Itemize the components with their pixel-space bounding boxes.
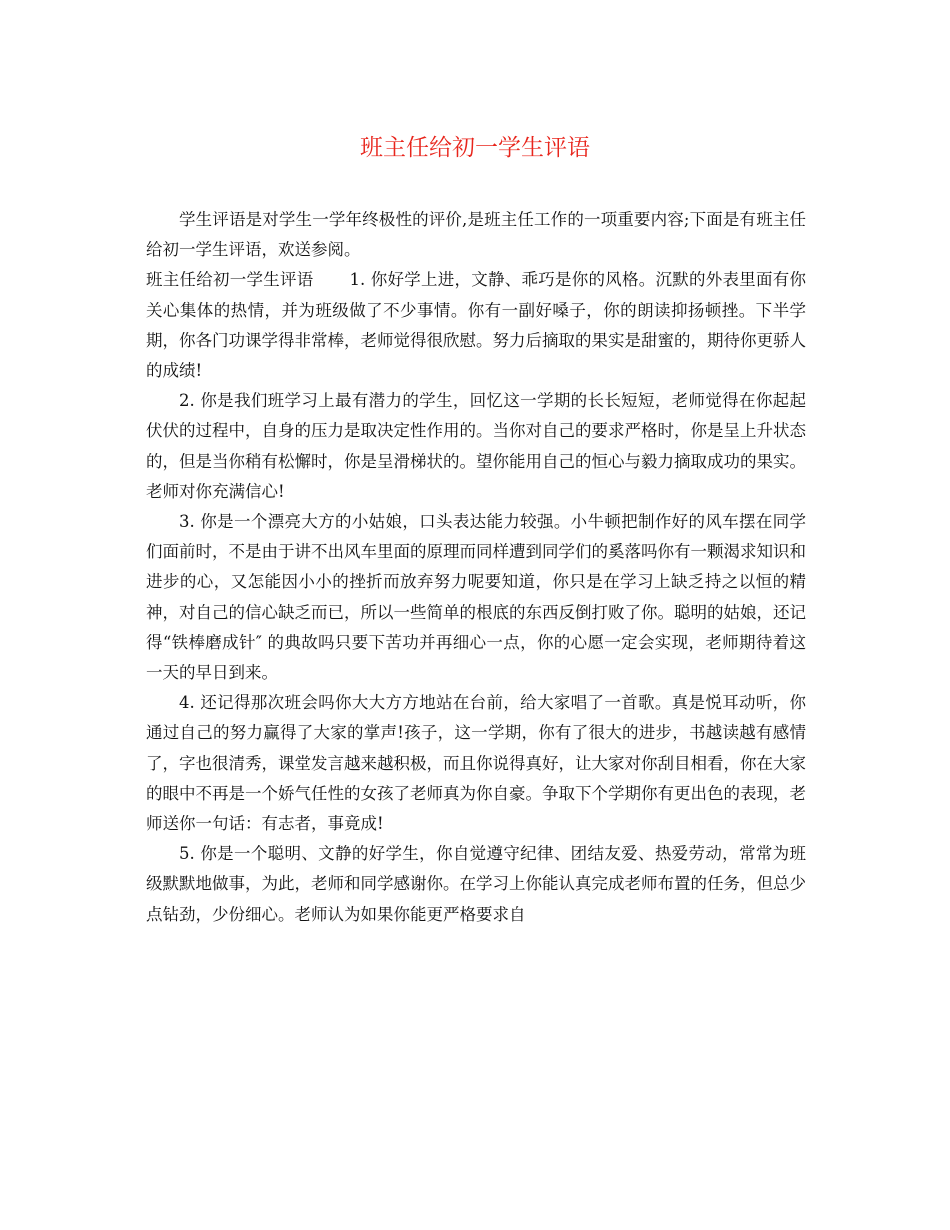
comment-paragraph-1	[146, 265, 806, 386]
comment-paragraph-4: 4. 还记得那次班会吗你大大方方地站在台前，给大家唱了一首歌。真是悦耳动听，你通过自己的努力赢得了大家的掌声!孩子，这一学期，你有了很大的进步，书越读越有感情了，字也很清秀，课堂发言越来越积极，而且你说得真好，让大家对你刮目相看，你在大家的眼中不再是一个娇气任性的女孩了老师真为你自豪。争取下个学期你有更出色的表现，老师送你一句话：有志者，事竟成!	[146, 693, 806, 834]
comment-paragraph-3: 3. 你是一个漂亮大方的小姑娘，口头表达能力较强。小牛顿把制作好的风车摆在同学们面前时，不是由于讲不出风车里面的原理而同样遭到同学们的奚落吗你有一颗渴求知识和进步的心，又怎能因小小的挫折而放弃努力呢要知道，你只是在学习上缺乏持之以恒的精神，对自己的信心缺乏而已，所以一些简单的根底的东西反倒打败了你。聪明的姑娘，还记得“铁棒磨成针″ 的典故吗只要下苦功并再细心一点，你的心愿一定会实现，老师期待着这一天的早日到来。	[146, 512, 806, 683]
comment-paragraph-5: 5. 你是一个聪明、文静的好学生，你自觉遵守纪律、团结友爱、热爱劳动，常常为班级默默地做事，为此，老师和同学感谢你。在学习上你能认真完成老师布置的任务，但总少点钻劲，少份细心。老师认为如果你能更严格要求自	[146, 844, 806, 924]
intro-paragraph: 学生评语是对学生一学年终极性的评价,是班主任工作的一项重要内容;下面是有班主任给初一学生评语，欢送参阅。	[146, 210, 806, 260]
section-heading: 班主任给初一学生评语	[146, 270, 314, 290]
comment-1-text: 1. 你好学上进，文静、乖巧是你的风格。沉默的外表里面有你关心集体的热情，并为班级做了不少事情。你有一副好嗓子，你的朗读抑扬顿挫。下半学期，你各门功课学得非常棒，老师觉得很欣慰。努力后摘取的果实是甜蜜的，期待你更骄人的成绩!	[146, 270, 806, 381]
comment-paragraph-2: 2. 你是我们班学习上最有潜力的学生，回忆这一学期的长长短短，老师觉得在你起起伏伏的过程中，自身的压力是取决定性作用的。当你对自己的要求严格时，你是呈上升状态的，但是当你稍有松懈时，你是呈滑梯状的。望你能用自己的恒心与毅力摘取成功的果实。老师对你充满信心!	[146, 391, 806, 501]
document-title: 班主任给初一学生评语	[360, 135, 590, 161]
document-body	[146, 205, 806, 930]
